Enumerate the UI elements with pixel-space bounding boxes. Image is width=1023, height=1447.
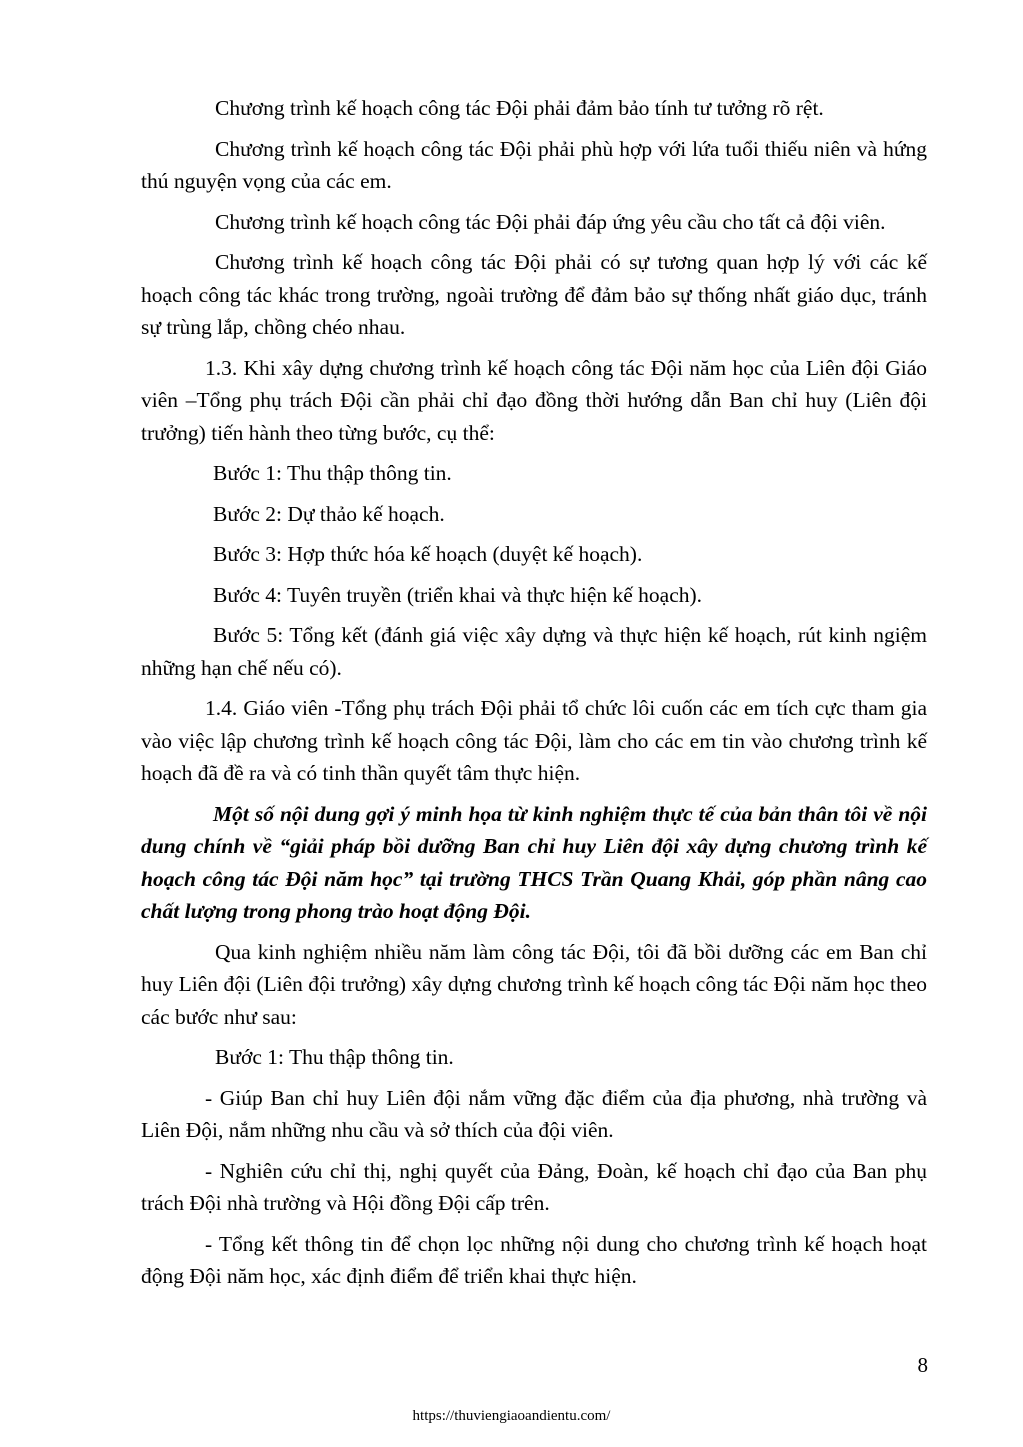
- paragraph: Chương trình kế hoạch công tác Đội phải đáp ứng yêu cầu cho tất cả đội viên.: [215, 209, 886, 234]
- step-item: Bước 1: Thu thập thông tin.: [213, 461, 452, 485]
- dash-item: - Giúp Ban chỉ huy Liên đội nắm vững đặc điểm của địa phương, nhà trường và Liên Đội, nắm những nhu cầu và sở thích của đội viên.: [141, 1085, 927, 1142]
- emphasis-paragraph: Một số nội dung gợi ý minh họa từ kinh nghiệm thực tế của bản thân tôi về nội dung chính về “giải pháp bồi dưỡng Ban chỉ huy Liên đội xây dựng chương trình kế hoạch công tác Đội năm học” tại trường THCS Trần Quang Khải, góp phần nâng cao chất lượng trong phong trào hoạt động Đội.: [141, 801, 927, 923]
- paragraph: Chương trình kế hoạch công tác Đội phải đảm bảo tính tư tưởng rõ rệt.: [215, 96, 824, 120]
- paragraph: Qua kinh nghiệm nhiều năm làm công tác Đội, tôi đã bồi dưỡng các em Ban chỉ huy Liên đội (Liên đội trưởng) xây dựng chương trình kế hoạch công tác Đội năm học theo các bước như sau:: [141, 939, 927, 1029]
- dash-item: - Nghiên cứu chỉ thị, nghị quyết của Đảng, Đoàn, kế hoạch chỉ đạo của Ban phụ trách Đội nhà trường và Hội đồng Đội cấp trên.: [141, 1158, 927, 1215]
- paragraph: Chương trình kế hoạch công tác Đội phải có sự tương quan hợp lý với các kế hoạch công tác khác trong trường, ngoài trường để đảm bảo sự thống nhất giáo dục, tránh sự trùng lắp, chồng chéo nhau.: [141, 250, 927, 339]
- step-item: Bước 3: Hợp thức hóa kế hoạch (duyệt kế hoạch).: [213, 542, 643, 566]
- step-item: Bước 1: Thu thập thông tin.: [215, 1045, 454, 1069]
- step-item: Bước 2: Dự thảo kế hoạch.: [213, 501, 445, 526]
- step-item: Bước 4: Tuyên truyền (triển khai và thực hiện kế hoạch).: [213, 582, 703, 607]
- section-paragraph-1-3: 1.3. Khi xây dựng chương trình kế hoạch công tác Đội năm học của Liên đội Giáo viên –Tổng phụ trách Đội cần phải chỉ đạo đồng thời hướng dẫn Ban chỉ huy (Liên đội trưởng) tiến hành theo từng bước, cụ thể:: [141, 355, 927, 445]
- dash-item: - Tổng kết thông tin để chọn lọc những nội dung cho chương trình kế hoạch hoạt động Đội năm học, xác định điểm để triển khai thực hiện.: [141, 1231, 927, 1288]
- step-item: Bước 5: Tổng kết (đánh giá việc xây dựng và thực hiện kế hoạch, rút kinh ngiệm những hạn chế nếu có).: [141, 623, 927, 680]
- document-body: [141, 92, 927, 1301]
- footer-url: https://thuviengiaoandientu.com/: [412, 1408, 611, 1424]
- paragraph: Chương trình kế hoạch công tác Đội phải phù hợp với lứa tuổi thiếu niên và hứng thú nguyện vọng của các em.: [141, 136, 927, 193]
- section-paragraph-1-4: 1.4. Giáo viên -Tổng phụ trách Đội phải tổ chức lôi cuốn các em tích cực tham gia vào việc lập chương trình kế hoạch công tác Đội, làm cho các em tin vào chương trình kế hoạch đã đề ra và có tinh thần quyết tâm thực hiện.: [141, 696, 927, 785]
- page-number: 8: [917, 1353, 928, 1377]
